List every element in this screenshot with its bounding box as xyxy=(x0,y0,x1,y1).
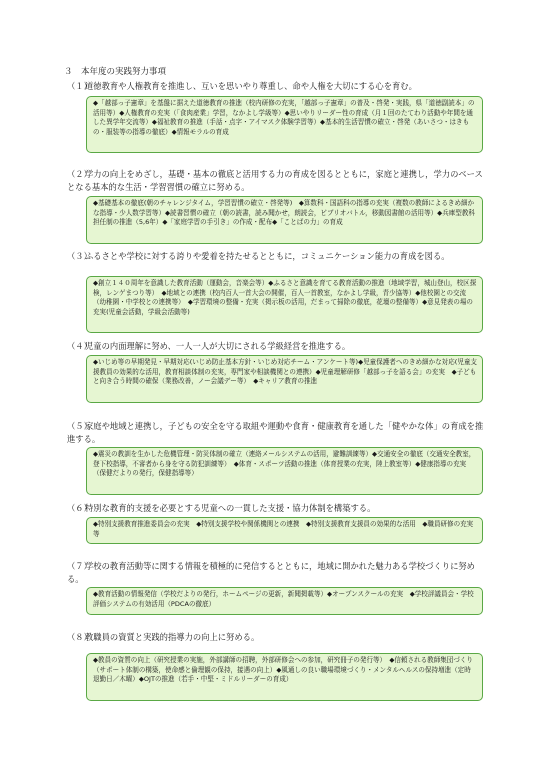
item-title-1 xyxy=(67,80,487,93)
item-text: ふるさとや学校に対する誇りや愛着を持たせるとともに，コミュニケーション能力の育成を図る。 xyxy=(85,251,450,261)
item-number: （４） xyxy=(67,341,92,351)
item-number: （１） xyxy=(67,81,92,91)
section-heading: ３ 本年度の実践努力事項 xyxy=(64,67,167,77)
detail-box-2: ◆基礎基本の徹底(朝のチャレンジタイム，学習習慣の確立・啓発等) ◆算数科・国語科の指導の充実（複数の教師によるきめ細かな指導・少人数学習等）◆読書習慣の確立（朝の読書，読み聞かせ，朗読会，ビブリオバトル，移動図書館の活用等）◆兵庫型教科担任制の推進（5,6年）◆「家庭学習の手引き」の作成・配布◆「ことばの力」の育成 xyxy=(86,196,483,244)
item-number: （２） xyxy=(67,169,92,179)
item-title-6 xyxy=(67,502,487,515)
item-text: 児童の内面理解に努め、一人一人が大切にされる学級経営を推進する。 xyxy=(85,341,351,351)
detail-box-5: ◆震災の教訓を生かした危機管理・防災体制の確立（連絡メールシステムの活用，避難訓練等）◆交通安全の徹底（交通安全教室，登下校指導，不審者から身を守る防犯訓練等） ◆体育・スポーツ活動の推進（体育授業の充実，陸上教室等）◆健康指導の充実（保健だよりの発行，保健指導等） xyxy=(86,447,483,495)
item-title-5 xyxy=(67,420,487,445)
detail-box-1: ◆「越部っ子憲章」を基盤に据えた道徳教育の推進（校内研修の充実，「越部っ子憲章」の普及・啓発・実践，県「道徳副読本」の活用等）◆人権教育の充実（「食肉産業」学習，なかよし学級等）◆思いやりリーダー性の育成（月１回のたてわり活動や年間を通した異学年交流等）◆福祉教育の推進（手話・点字・アイマスク体験学習等）◆基本的生活習慣の確立・啓発（あいさつ・はきもの・服装等の指導の徹底）◆情報モラルの育成 xyxy=(86,96,483,153)
item-text: 家庭や地域と連携し，子どもの安全を守る取組や運動や食育・健康教育を通した「健やかな体」の育成を推進する。 xyxy=(67,421,484,444)
item-text: 道徳教育や人権教育を推進し、互いを思いやり尊重し、命や人権を大切にする心を育む。 xyxy=(85,81,417,91)
detail-box-8: ◆教員の資質の向上（研究授業の実施，外部講師の招聘，外部研修会への参加，研究冊子の発行等） ◆信頼される教師集団づくり（サポート体制の構築，使命感と倫理観の保持，接遇の向上）◆風通しの良い職場環境づくり・メンタルヘルスの保持増進（定時退勤日／木曜）◆OJTの推進（若手・中堅・ミドルリーダーの育成） xyxy=(86,653,483,701)
item-text: 学校の教育活動等に関する情報を積極的に発信するとともに，地域に開かれた魅力ある学校づくりに努める。 xyxy=(67,561,475,584)
item-text: 教職員の資質と実践的指導力の向上に努める。 xyxy=(85,632,260,642)
item-number: （８） xyxy=(67,632,92,642)
item-text: 学力の向上をめざし，基礎・基本の徹底と活用する力の育成を図るとともに，家庭と連携し，学力のベースとなる基本的な生活・学習習慣の確立に努める。 xyxy=(67,169,483,192)
item-title-7 xyxy=(67,560,487,585)
item-number: （７） xyxy=(67,561,92,571)
detail-box-4: ◆いじめ等の早期発見・早期対応(いじめ防止基本方針・いじめ対応チーム・アンケート等)◆児童保護者へのきめ細かな対応(児童支援教員の効果的な活用，教育相談体制の充実，専門家や相談機関との連携）◆児童理解研修「越部っ子を語る会」の充実 ◆子どもと向き合う時間の確保（業務改善，ノー会議デー等） ◆キャリア教育の推進 xyxy=(86,355,483,403)
item-text: 特別な教育的支援を必要とする児童への一貫した支援・協力体制を構築する。 xyxy=(85,503,376,513)
item-number: （３） xyxy=(67,251,92,261)
item-number: （６） xyxy=(67,503,92,513)
detail-box-6: ◆特別支援教育推進委員会の充実 ◆特別支援学校や関係機関との連携 ◆特別支援教育支援員の効果的な活用 ◆職員研修の充実等 xyxy=(86,517,483,544)
detail-box-3: ◆創立１４０周年を意識した教育活動（運動会，音楽会等）◆ふるさと意識を育てる教育活動の推進（地域学習，城山登山，校区探検，レンゲまつり等） ◆地域との連携（校内百人一首大会の開催，百人一首教室，なかよし学級，青少協等）◆他校園との交流（幼稚園・中学校との連携等） ◆学習環境の整備・充実（掲示板の活用，だまって掃除の徹底，花壇の整備等）◆意見発表の場の充実(児童会活動，学級会活動等) xyxy=(86,276,483,333)
detail-box-7: ◆教育活動の情報発信（学校だよりの発行，ホームページの更新，新聞掲載等）◆オープンスクールの充実 ◆学校評議員会・学校評価システムの有効活用（PDCAの徹底） xyxy=(86,587,483,615)
item-number: （５） xyxy=(67,421,92,431)
item-title-2 xyxy=(67,168,487,193)
item-title-3 xyxy=(67,250,487,263)
item-title-4 xyxy=(67,340,487,353)
item-title-8 xyxy=(67,631,487,644)
